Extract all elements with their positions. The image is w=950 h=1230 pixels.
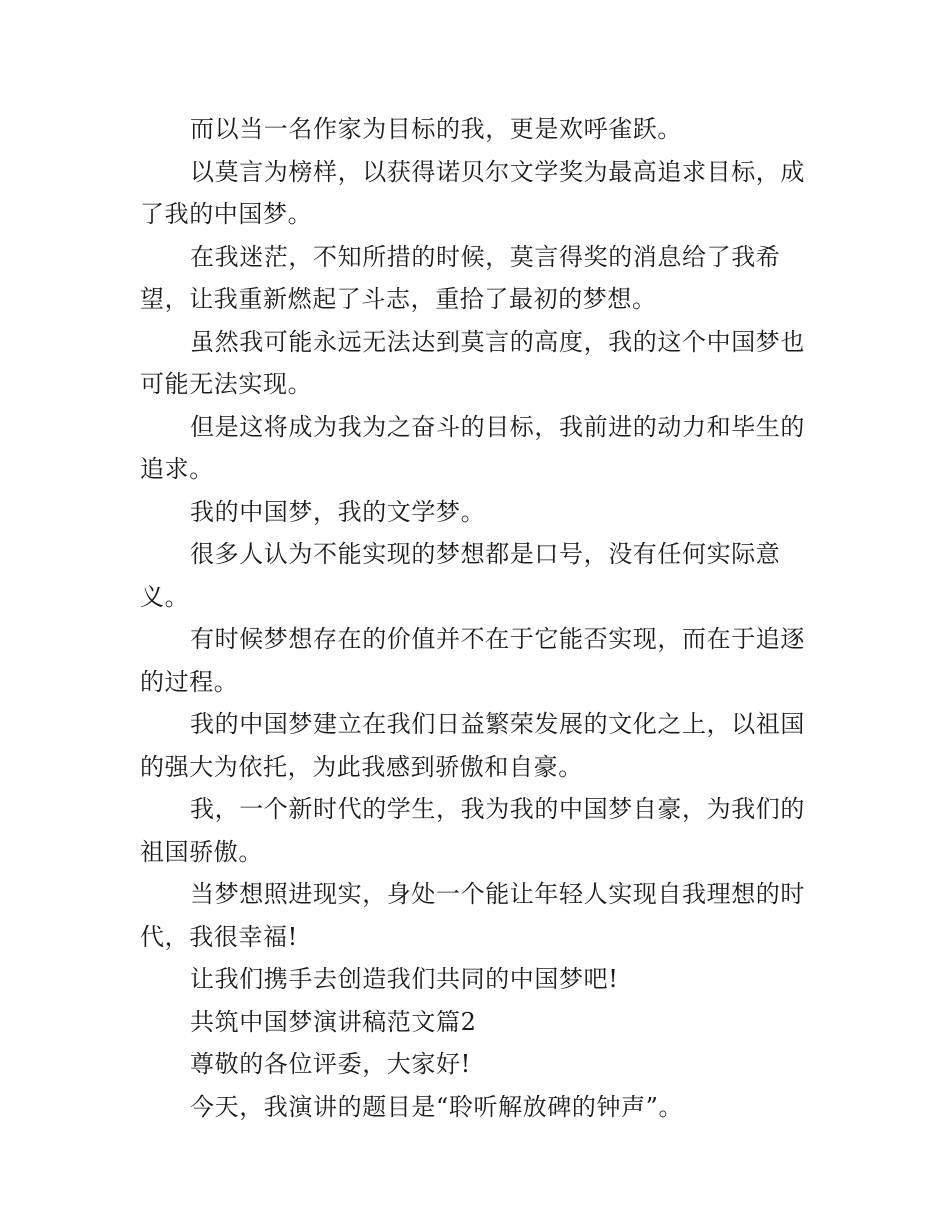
document-body: [140, 108, 818, 1128]
paragraph: 今天，我演讲的题目是“聆听解放碑的钟声”。: [190, 1092, 684, 1121]
paragraph: 当梦想照进现实，身处一个能让年轻人实现自我理想的时代，我很幸福!: [140, 880, 805, 951]
paragraph: 有时候梦想存在的价值并不在于它能否实现，而在于追逐的过程。: [140, 625, 805, 696]
paragraph: 我，一个新时代的学生，我为我的中国梦自豪，为我们的祖国骄傲。: [140, 795, 805, 866]
paragraph: 而以当一名作家为目标的我，更是欢呼雀跃。: [190, 115, 682, 143]
paragraph: 让我们携手去创造我们共同的中国梦吧!: [190, 965, 619, 993]
paragraph: 在我迷茫，不知所措的时候，莫言得奖的消息给了我希望，让我重新燃起了斗志，重拾了最初的梦想。: [140, 242, 781, 313]
section-heading: 共筑中国梦演讲稿范文篇2: [190, 1007, 477, 1036]
paragraph: 很多人认为不能实现的梦想都是口号，没有任何实际意义。: [140, 540, 781, 611]
paragraph: 我的中国梦建立在我们日益繁荣发展的文化之上，以祖国的强大为依托，为此我感到骄傲和自豪。: [140, 710, 805, 781]
paragraph: 虽然我可能永远无法达到莫言的高度，我的这个中国梦也可能无法实现。: [140, 327, 805, 398]
salutation: 尊敬的各位评委，大家好!: [190, 1050, 471, 1078]
paragraph: 但是这将成为我为之奋斗的目标，我前进的动力和毕生的追求。: [140, 412, 805, 483]
paragraph: 以莫言为榜样，以获得诺贝尔文学奖为最高追求目标，成了我的中国梦。: [140, 157, 805, 228]
paragraph: 我的中国梦，我的文学梦。: [190, 497, 486, 526]
